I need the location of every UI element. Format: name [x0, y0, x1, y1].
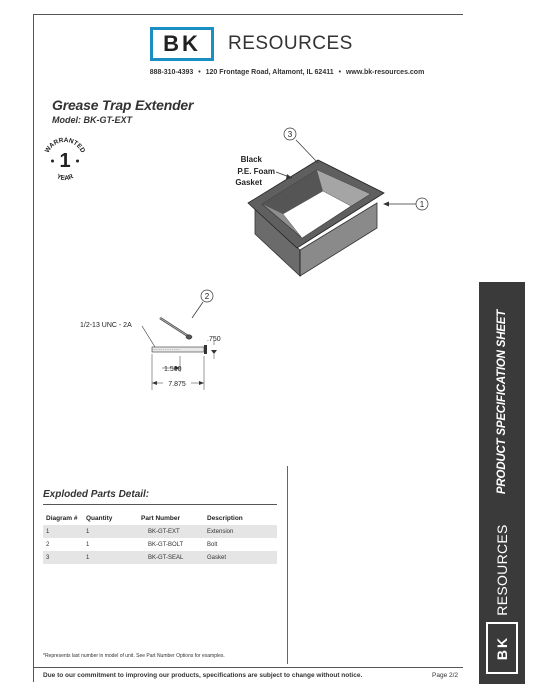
- cell-part-number: BK-GT-BOLT: [148, 541, 184, 548]
- gasket-label-line1: Black: [240, 155, 262, 164]
- col-header-diagram: Diagram #: [46, 515, 78, 522]
- cell-description: Extension: [204, 525, 277, 538]
- cell-description: Gasket: [204, 551, 277, 564]
- bolt-head-side: [204, 345, 207, 354]
- side-logo-text-label: RESOURCES: [494, 524, 510, 616]
- col-header-quantity: Quantity: [86, 515, 113, 522]
- parts-table: [43, 513, 277, 564]
- dim-arrowhead: [199, 381, 204, 385]
- website: www.bk-resources.com: [345, 69, 425, 76]
- cell-quantity: 1: [86, 541, 90, 548]
- cell-part-number: BK-GT-SEAL: [138, 551, 204, 564]
- gasket-label-line3: Gasket: [235, 178, 262, 187]
- col-header-part-number: Part Number: [141, 515, 181, 522]
- footer-rule: [33, 667, 463, 668]
- product-model: Model: BK-GT-EXT: [52, 115, 132, 125]
- parts-table-header: [43, 513, 277, 525]
- column-divider: [287, 466, 288, 664]
- side-logo-mark: BK: [494, 635, 510, 661]
- bullet-separator: •: [198, 69, 201, 76]
- warranty-top-text: WARRANTED: [43, 136, 87, 155]
- product-title: Grease Trap Extender: [52, 97, 194, 113]
- callout-1-label: 1: [419, 200, 425, 209]
- warranty-number: 1: [59, 150, 71, 172]
- table-row: [43, 525, 277, 538]
- callout-1-arrowhead: [383, 202, 389, 207]
- address: 120 Frontage Road, Altamont, IL 62411: [205, 69, 334, 76]
- cell-part-number: BK-GT-EXT: [138, 525, 204, 538]
- callout-2-leader: [192, 302, 203, 318]
- logo-text: RESOURCES: [228, 33, 353, 54]
- cell-diagram: 3: [43, 551, 83, 564]
- parts-section-title: Exploded Parts Detail:: [43, 489, 150, 500]
- dim-diameter-label: .750: [207, 336, 221, 343]
- parts-section-rule: [43, 504, 277, 505]
- table-row: [43, 538, 277, 551]
- footer-disclaimer: Due to our commitment to improving our products, specifications are subject to change without notice.: [43, 672, 363, 679]
- cell-description: Bolt: [207, 541, 218, 548]
- dim-diameter-mark: [211, 350, 217, 354]
- callout-3-label: 3: [287, 130, 293, 139]
- gasket-label-line2: P.E. Foam: [237, 167, 275, 176]
- footnote: *Represents last number in model of unit. See Part Number Options for examples.: [43, 653, 225, 659]
- side-logo-text: [479, 520, 525, 620]
- table-row: [43, 551, 277, 564]
- logo-mark-box: BK: [150, 27, 214, 61]
- side-title-text: PRODUCT SPECIFICATION SHEET: [496, 309, 508, 495]
- bolt-spec-leader: [142, 326, 155, 347]
- callout-3-leader: [296, 140, 318, 163]
- bolt-head: [186, 335, 192, 339]
- cell-diagram: 2: [46, 541, 50, 548]
- dim-thread-label: 1.500: [164, 366, 182, 373]
- callout-2-label: 2: [204, 292, 210, 301]
- side-logo-box: [486, 622, 518, 674]
- bullet-separator: •: [338, 69, 342, 76]
- cell-quantity: 1: [83, 551, 138, 564]
- phone-number: 888-310-4393: [149, 69, 194, 76]
- bolt-shank-highlight: [160, 318, 188, 336]
- col-header-description: Description: [207, 515, 243, 522]
- dim-arrowhead: [152, 381, 157, 385]
- side-title: [479, 282, 525, 522]
- dim-length-label: 7.875: [168, 381, 186, 388]
- cell-quantity: 1: [83, 525, 138, 538]
- cell-diagram: 1: [43, 525, 83, 538]
- page-number: Page 2/2: [432, 672, 459, 679]
- warranty-bottom-text: YEAR: [55, 173, 75, 183]
- bolt-spec-label: 1/2-13 UNC - 2A: [80, 322, 132, 329]
